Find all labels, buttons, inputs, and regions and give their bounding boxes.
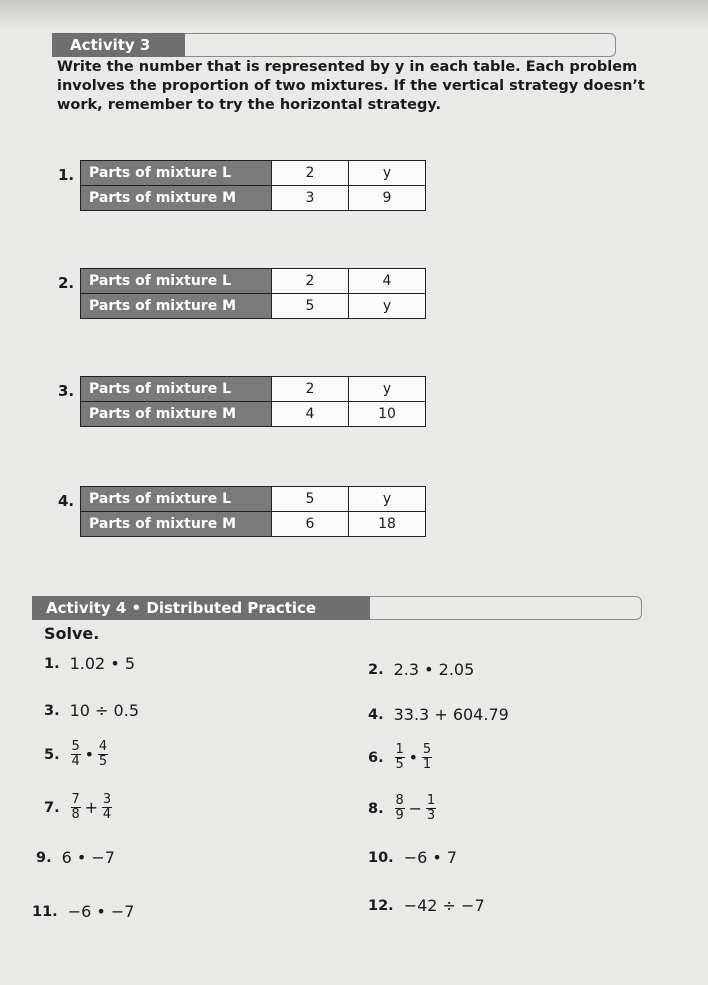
mixture-table	[80, 160, 426, 211]
fraction	[422, 743, 432, 772]
row-label: Parts of mixture L	[81, 377, 272, 402]
mixture-table	[80, 376, 426, 427]
table-row	[81, 402, 426, 427]
problem-number: 3.	[58, 382, 75, 400]
numerator: 5	[71, 739, 80, 754]
cell-value: 4	[349, 269, 426, 294]
exercise-number: 5.	[44, 746, 60, 763]
row-label: Parts of mixture M	[81, 512, 272, 537]
exercise-number: 1.	[44, 655, 60, 672]
exercise-number: 6.	[368, 749, 384, 766]
exercise-number: 11.	[32, 903, 58, 920]
problem-number: 2.	[58, 274, 75, 292]
exercise-expression: −6 • 7	[403, 848, 458, 867]
problem-1	[58, 160, 426, 211]
mixture-table	[80, 268, 426, 319]
activity3-instructions: Write the number that is represented by y in each table. Each problem involves the proportion of two mixtures. If the vertical strategy doesn’t work, remember to try the horizontal strategy.	[57, 59, 645, 113]
exercise-8	[368, 794, 437, 823]
row-label: Parts of mixture L	[81, 161, 272, 186]
exercise-1	[44, 654, 135, 673]
problem-number: 1.	[58, 166, 75, 184]
exercise-3	[44, 701, 139, 720]
exercise-number: 3.	[44, 702, 60, 719]
row-label: Parts of mixture M	[81, 402, 272, 427]
numerator: 3	[102, 792, 112, 807]
exercise-number: 4.	[368, 706, 384, 723]
table-row	[81, 487, 426, 512]
exercise-10	[368, 848, 457, 867]
exercise-11	[32, 902, 134, 921]
denominator: 8	[71, 807, 80, 822]
exercise-number: 10.	[368, 849, 394, 866]
exercise-expression: −6 • −7	[67, 902, 135, 921]
problem-4	[58, 486, 426, 537]
problem-number: 4.	[58, 492, 75, 510]
table-row	[81, 377, 426, 402]
exercise-number: 8.	[368, 800, 384, 817]
row-label: Parts of mixture L	[81, 269, 272, 294]
row-label: Parts of mixture M	[81, 186, 272, 211]
fraction	[71, 740, 81, 769]
exercise-expression: 1.02 • 5	[69, 654, 136, 673]
exercise-5	[44, 740, 109, 769]
table-row	[81, 512, 426, 537]
numerator: 4	[98, 739, 108, 754]
table-row	[81, 269, 426, 294]
exercise-number: 2.	[368, 661, 384, 678]
denominator: 4	[102, 807, 112, 822]
cell-value: y	[349, 487, 426, 512]
cell-value: 6	[272, 512, 349, 537]
mixture-table	[80, 486, 426, 537]
fraction	[98, 740, 108, 769]
exercise-expression: 10 ÷ 0.5	[69, 701, 139, 720]
exercise-number: 7.	[44, 799, 60, 816]
operator: •	[84, 745, 95, 764]
cell-value: 4	[272, 402, 349, 427]
fraction	[71, 793, 81, 822]
fraction	[395, 794, 405, 823]
fraction	[426, 794, 436, 823]
exercise-expression: 6 • −7	[61, 848, 115, 867]
denominator: 9	[395, 808, 404, 823]
numerator: 5	[422, 742, 432, 757]
table-row	[81, 186, 426, 211]
exercise-4	[368, 705, 509, 724]
cell-value: 3	[272, 186, 349, 211]
activity4-header	[32, 596, 642, 620]
cell-value: 2	[272, 377, 349, 402]
exercise-12	[368, 896, 485, 915]
exercise-expression: −42 ÷ −7	[403, 896, 485, 915]
numerator: 1	[395, 742, 404, 757]
operator: +	[84, 798, 99, 817]
exercise-9	[36, 848, 115, 867]
activity4-header-bar	[370, 596, 642, 620]
cell-value: 18	[349, 512, 426, 537]
cell-value: 2	[272, 161, 349, 186]
cell-value: 10	[349, 402, 426, 427]
activity3-title: Activity 3	[52, 33, 185, 57]
numerator: 7	[71, 792, 80, 807]
denominator: 4	[71, 754, 80, 769]
cell-value: y	[349, 161, 426, 186]
table-row	[81, 161, 426, 186]
row-label: Parts of mixture M	[81, 294, 272, 319]
activity3-header	[52, 33, 616, 57]
numerator: 8	[395, 793, 404, 808]
cell-value: 5	[272, 294, 349, 319]
denominator: 5	[395, 757, 404, 772]
exercise-number: 9.	[36, 849, 52, 866]
numerator: 1	[426, 793, 436, 808]
operator: −	[408, 799, 423, 818]
exercise-2	[368, 660, 474, 679]
cell-value: y	[349, 294, 426, 319]
exercise-7	[44, 793, 113, 822]
fraction	[395, 743, 405, 772]
row-label: Parts of mixture L	[81, 487, 272, 512]
problem-3	[58, 376, 426, 427]
cell-value: y	[349, 377, 426, 402]
exercise-6	[368, 743, 433, 772]
exercise-number: 12.	[368, 897, 394, 914]
problem-2	[58, 268, 426, 319]
cell-value: 2	[272, 269, 349, 294]
page-shadow	[0, 0, 708, 30]
fraction	[102, 793, 112, 822]
denominator: 3	[426, 808, 436, 823]
solve-label: Solve.	[44, 624, 100, 643]
denominator: 5	[98, 754, 108, 769]
activity3-header-bar	[185, 33, 616, 57]
cell-value: 9	[349, 186, 426, 211]
activity4-title: Activity 4 • Distributed Practice	[32, 596, 370, 620]
exercise-expression: 2.3 • 2.05	[393, 660, 475, 679]
cell-value: 5	[272, 487, 349, 512]
operator: •	[408, 748, 419, 767]
exercise-expression: 33.3 + 604.79	[393, 705, 509, 724]
table-row	[81, 294, 426, 319]
denominator: 1	[422, 757, 432, 772]
